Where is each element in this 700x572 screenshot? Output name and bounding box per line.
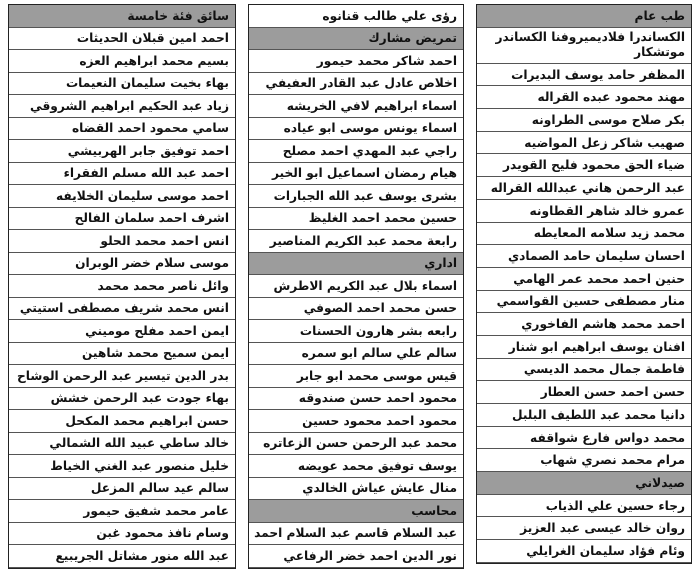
list-item: حنين احمد محمد عمر الهامي xyxy=(477,268,691,291)
list-item: ايمن سميح محمد شاهين xyxy=(9,343,235,366)
list-item: زياد عبد الحكيم ابراهيم الشروقي xyxy=(9,95,235,118)
list-item: صهيب شاكر زعل المواضيه xyxy=(477,132,691,155)
list-item: عبد الرحمن هاني عبدالله القراله xyxy=(477,177,691,200)
list-item: محمود احمد حسن صندوقه xyxy=(249,388,463,411)
list-item: احمد شاكر محمد حيمور xyxy=(249,50,463,73)
list-item: خالد ساطي عبيد الله الشمالي xyxy=(9,433,235,456)
list-item: حسن ابراهيم محمد المكحل xyxy=(9,410,235,433)
list-item: فاطمة جمال محمد الديسي xyxy=(477,359,691,382)
list-item: احمد توفيق جابر الهربيشي xyxy=(9,140,235,163)
section-header: تمريض مشارك xyxy=(249,28,463,51)
list-item: بهاء بخيت سليمان النعيمات xyxy=(9,73,235,96)
list-item: احمد موسى سليمان الخلايفه xyxy=(9,185,235,208)
list-item: اسماء بلال عبد الكريم الاطرش xyxy=(249,275,463,298)
column-medical-pharmacy xyxy=(476,4,692,564)
list-item: يوسف توفيق محمد عويضه xyxy=(249,455,463,478)
section-header: طب عام xyxy=(477,5,691,28)
list-item: ايمن احمد مفلح موميني xyxy=(9,320,235,343)
list-item: سالم علي سالم ابو سمره xyxy=(249,343,463,366)
list-item: افنان يوسف ابراهيم ابو شنار xyxy=(477,336,691,359)
list-item: وئام فؤاد سليمان الغرايلي xyxy=(477,540,691,563)
list-item: بهاء جودت عبد الرحمن خشش xyxy=(9,388,235,411)
list-item: محمد عبد الرحمن حسن الزعاتره xyxy=(249,433,463,456)
list-item: بكر صلاح موسى الطراونه xyxy=(477,109,691,132)
list-item: رابعة محمد عبد الكريم المناصير xyxy=(249,230,463,253)
list-item: محمود احمد محمود حسين xyxy=(249,410,463,433)
list-item: راجي عبد المهدي احمد مصلح xyxy=(249,140,463,163)
list-item: دانيا محمد عبد اللطيف البلبل xyxy=(477,404,691,427)
list-item: منار مصطفى حسين القواسمي xyxy=(477,291,691,314)
section-header: محاسب xyxy=(249,500,463,523)
list-item: محمد زيد سلامه المعايطه xyxy=(477,223,691,246)
list-item: انس محمد شريف مصطفى استيتي xyxy=(9,298,235,321)
list-item: محمد دواس فارع شواقفه xyxy=(477,427,691,450)
list-item: نور الدين احمد خضر الرفاعي xyxy=(249,545,463,568)
list-item: رابعه بشر هارون الحسنات xyxy=(249,320,463,343)
list-item: حسين محمد احمد الغليظ xyxy=(249,208,463,231)
list-item: مهند محمود عبده القراله xyxy=(477,86,691,109)
list-item: احسان سليمان حامد الصمادي xyxy=(477,245,691,268)
section-header: اداري xyxy=(249,253,463,276)
list-item: بسيم محمد ابراهيم العزه xyxy=(9,50,235,73)
list-item: بشرى يوسف عبد الله الجبارات xyxy=(249,185,463,208)
list-item: عمرو خالد شاهر القطاونه xyxy=(477,200,691,223)
list-item: حسن محمد احمد الصوفي xyxy=(249,298,463,321)
list-item: عامر محمد شفيق حيمور xyxy=(9,500,235,523)
list-item: رجاء حسين علي الذياب xyxy=(477,495,691,518)
list-item: اسماء يونس موسى ابو عياده xyxy=(249,118,463,141)
list-item: ضياء الحق محمود فليح القويدر xyxy=(477,154,691,177)
list-item: اسماء ابراهيم لافي الخريشه xyxy=(249,95,463,118)
list-item: المظفر حامد يوسف البديرات xyxy=(477,64,691,87)
list-item: منال عايش عياش الخالدي xyxy=(249,478,463,501)
list-item: سالم عيد سالم المزعل xyxy=(9,478,235,501)
column-drivers xyxy=(8,4,236,569)
list-item: مرام محمد نصري شهاب xyxy=(477,449,691,472)
list-item: قيس موسى محمد ابو جابر xyxy=(249,365,463,388)
list-item: احمد امين قبلان الحديثات xyxy=(9,28,235,51)
list-item: رؤى علي طالب قنانوه xyxy=(249,5,463,28)
list-item: احمد محمد هاشم الفاخوري xyxy=(477,313,691,336)
list-item: وسام نافذ محمود غبن xyxy=(9,523,235,546)
list-item: اخلاص عادل عبد القادر العفيفي xyxy=(249,73,463,96)
list-item: سامي محمود احمد القضاه xyxy=(9,118,235,141)
list-item: وائل ناصر محمد محمد xyxy=(9,275,235,298)
list-item: حسن احمد حسن العطار xyxy=(477,381,691,404)
list-item: عبد الله منور مشاتل الجريبيع xyxy=(9,545,235,568)
list-item: عبد السلام قاسم عبد السلام احمد xyxy=(249,523,463,546)
list-item: روان خالد عيسى عبد العزيز xyxy=(477,517,691,540)
section-header: صيدلاني xyxy=(477,472,691,495)
column-nursing-admin-accounting xyxy=(248,4,464,569)
list-item: خليل منصور عبد الغني الخياط xyxy=(9,455,235,478)
list-item: بدر الدين تيسير عبد الرحمن الوشاح xyxy=(9,365,235,388)
list-item: هيام رمضان اسماعيل ابو الخير xyxy=(249,163,463,186)
list-item: الكساندرا فلاديميروفنا الكساندر موتشكار xyxy=(477,28,691,64)
list-item: انس احمد محمد الحلو xyxy=(9,230,235,253)
list-item: احمد عبد الله مسلم الفقراء xyxy=(9,163,235,186)
list-item: موسى سلام خضر الوبران xyxy=(9,253,235,276)
section-header: سائق فئة خامسة xyxy=(9,5,235,28)
list-item: اشرف احمد سلمان الفالح xyxy=(9,208,235,231)
